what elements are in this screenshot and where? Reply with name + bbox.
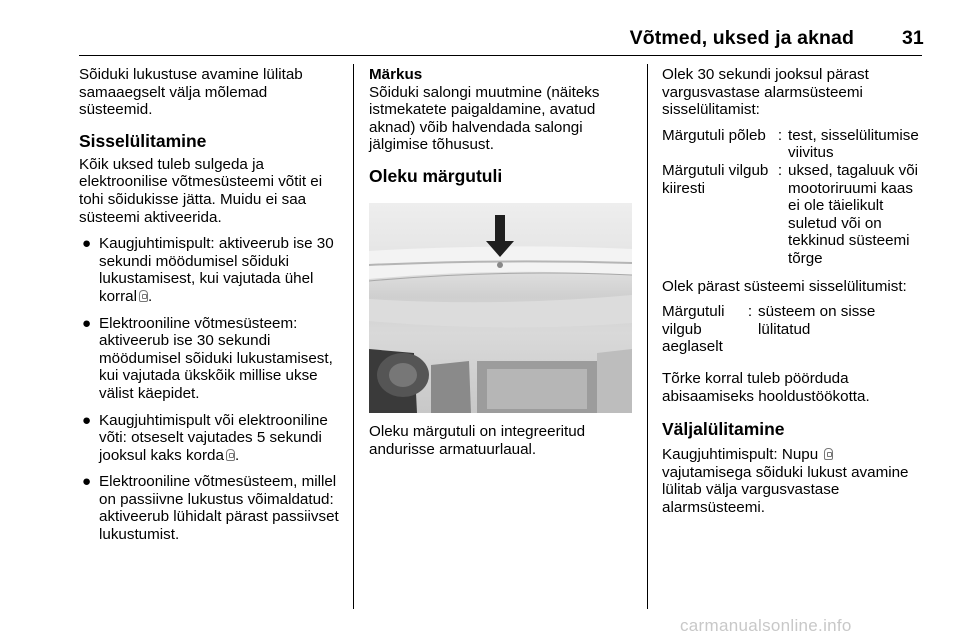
column-3: [662, 66, 927, 516]
status-term: Märgutuli põleb: [662, 126, 766, 144]
section-heading-deactivation: Väljalülitamine: [662, 419, 785, 440]
bullet-dot: ●: [82, 314, 92, 332]
lock-key-icon: [226, 449, 235, 461]
dashboard-photo: [369, 203, 632, 413]
colon: :: [777, 161, 783, 179]
bullet-dot: ●: [82, 411, 92, 429]
status-desc: süsteem on sisse lülitatud: [758, 303, 876, 338]
status-desc: test, sisselülitumise viivitus: [788, 126, 919, 162]
status-row: [662, 162, 927, 268]
status-table-1: [662, 127, 927, 268]
intro-paragraph: Sõiduki lukustuse avamine lülitab samaaegselt välja mõlemad süsteemid.: [79, 66, 303, 119]
bullet-item: [79, 315, 344, 403]
lock-key-icon: [139, 290, 148, 302]
note-title: Märkus: [369, 66, 423, 83]
column-divider-2: [647, 64, 648, 609]
section-heading-activation: Sisselülitamine: [79, 130, 207, 151]
status-row: [662, 127, 927, 162]
bullet-suffix: .: [234, 446, 240, 464]
column-2: [369, 66, 637, 458]
deactivation-paragraph: [662, 446, 927, 516]
bullet-item: [79, 473, 344, 543]
column-divider-1: [353, 64, 354, 609]
bullet-dot: ●: [82, 473, 92, 491]
note-body: Sõiduki salongi muutmine (näiteks istmekatete paigaldamine, avatud aknad) võib halvendada salongi jälgimise tõhusust.: [369, 83, 600, 154]
watermark: carmanualsonline.info: [680, 616, 852, 635]
bullet-text: Elektrooniline võtmesüsteem, millel on passiivne lukustus võimaldatud: aktiveerub lühidalt pärast passiivset lukustumist.: [99, 473, 339, 544]
status-table-2: [662, 303, 927, 356]
photo-caption: Oleku märgutuli on integreeritud andurisse armatuurlaual.: [369, 422, 586, 458]
colon: :: [747, 303, 753, 321]
column-1: [79, 66, 344, 544]
status-term: Märgutuli vilgub aeglaselt: [662, 303, 725, 356]
page-header-title: Võtmed, uksed ja aknad: [629, 27, 854, 49]
bullet-text: Kaugjuhtimispult: aktiveerub ise 30 sekundi möödumisel sõiduki lukustamisest, kui vajutada ühel korral: [99, 235, 334, 305]
fault-text: Tõrke korral tuleb pöörduda abisaamiseks hooldustöökotta.: [662, 369, 870, 405]
bullet-dot: ●: [82, 235, 92, 253]
status-desc: uksed, tagaluuk või mootoriruumi kaas ei ole täielikult suletud või on tekkinud süsteemi tõrge: [788, 161, 919, 267]
bullet-suffix: .: [147, 287, 153, 305]
section-heading-status-light: Oleku märgutuli: [369, 165, 503, 186]
page-number: 31: [902, 27, 924, 49]
bullet-item: [79, 235, 344, 305]
header-rule: [79, 55, 922, 56]
after-activation-text: Olek pärast süsteemi sisselülitumist:: [662, 277, 907, 295]
unlock-key-icon: [824, 448, 833, 460]
deactivation-text-start: Kaugjuhtimispult: Nupu: [662, 446, 819, 464]
bullet-text: Kaugjuhtimispult või elektrooniline võti: otseselt vajutades 5 sekundi jooksul kaks korda: [99, 411, 328, 464]
bullet-item: [79, 412, 344, 465]
status-term: Märgutuli vilgub kiiresti: [662, 161, 769, 197]
deactivation-text-end: vajutamisega sõiduki lukust avamine lülitab välja vargusvastase alarmsüsteemi.: [662, 463, 909, 516]
dashboard-illustration: [369, 203, 632, 413]
status-row: [662, 303, 927, 356]
activation-paragraph: Kõik uksed tuleb sulgeda ja elektroonilise võtmesüsteemi võtit ei tohi sõidukisse jätta. Muidu ei saa süsteemi aktiveerida.: [79, 155, 323, 226]
status-intro: Olek 30 sekundi jooksul pärast vargusvastase alarmsüsteemi sisselülitamist:: [662, 66, 869, 119]
bullet-text: Elektrooniline võtmesüsteem: aktiveerub ise 30 sekundi möödumisel sõiduki lukustamisest, kui vajutada ükskõik millise ukse välist käepidet.: [99, 314, 333, 402]
colon: :: [777, 126, 783, 144]
